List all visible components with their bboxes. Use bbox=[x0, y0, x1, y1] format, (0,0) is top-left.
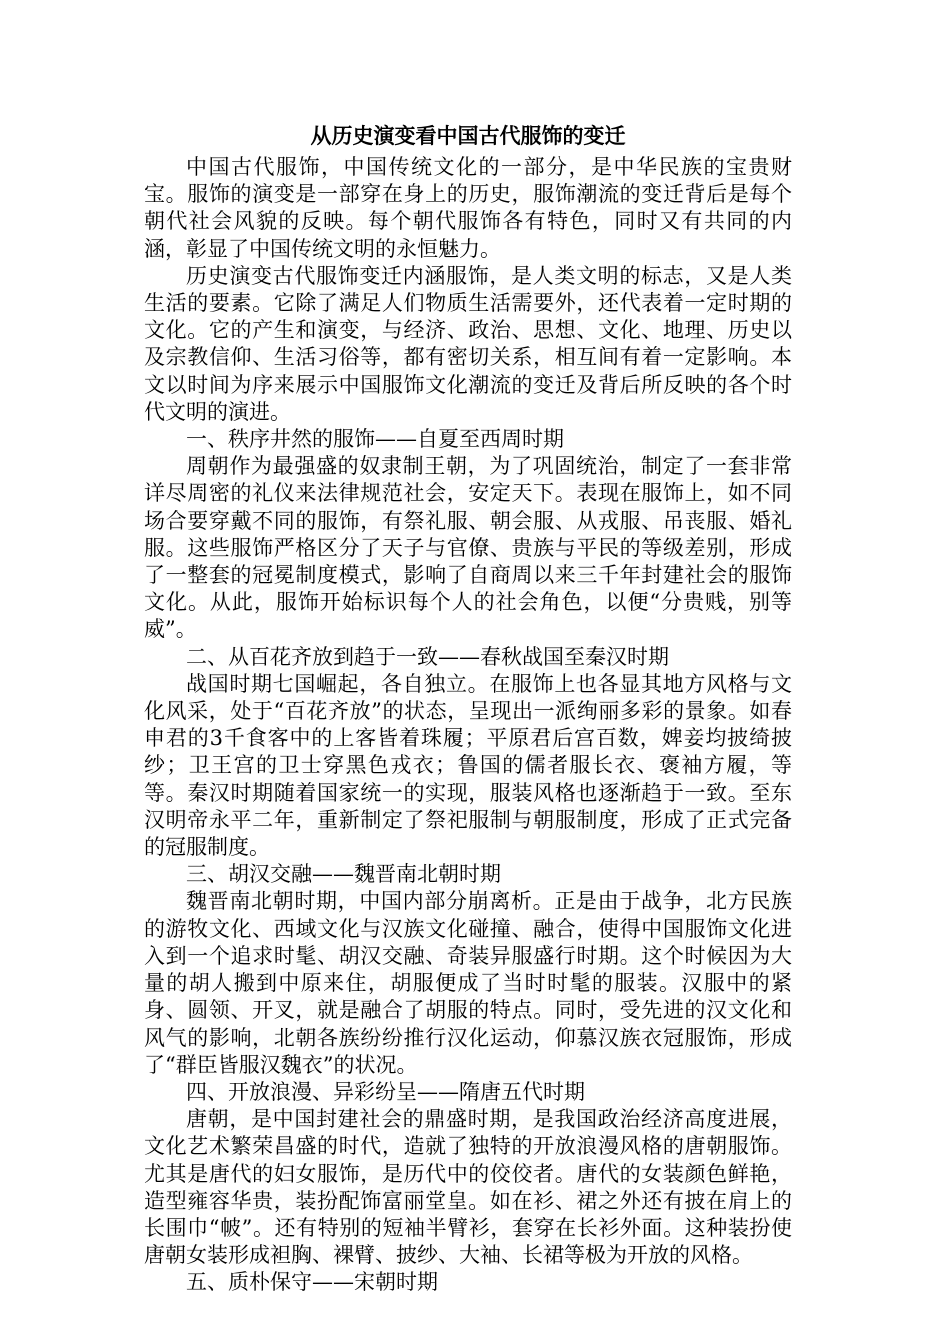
document-title: 从历史演变看中国古代服饰的变迁 bbox=[310, 124, 626, 148]
paragraph-intro: 中国古代服饰，中国传统文化的一部分，是中华民族的宝贵财宝。服饰的演变是一部穿在身上的历史，服饰潮流的变迁背后是每个朝代社会风貌的反映。每个朝代服饰各有特色，同时又有共同的内涵，彰显了中国传统文明的永恒魅力。 bbox=[144, 155, 792, 261]
paragraph-section-3: 魏晋南北朝时期，中国内部分崩离析。正是由于战争，北方民族的游牧文化、西域文化与汉族文化碰撞、融合，使得中国服饰文化进入到一个追求时髦、胡汉交融、奇装异服盛行时期。这个时候因为大量的胡人搬到中原来住，胡服便成了当时时髦的服装。汉服中的紧身、圆领、开叉，就是融合了胡服的特点。同时，受先进的汉文化和风气的影响，北朝各族纷纷推行汉化运动，仰慕汉族衣冠服饰，形成了“群臣皆服汉魏衣”的状况。 bbox=[144, 889, 792, 1077]
paragraph-section-4: 唐朝，是中国封建社会的鼎盛时期，是我国政治经济高度进展，文化艺术繁荣昌盛的时代，造就了独特的开放浪漫风格的唐朝服饰。尤其是唐代的妇女服饰，是历代中的佼佼者。唐代的女装颜色鲜艳，造型雍容华贵，装扮配饰富丽堂皇。如在衫、裙之外还有披在肩上的长围巾“帔”。还有特别的短袖半臂衫，套穿在长衫外面。这种装扮使唐朝女装形成袒胸、裸臂、披纱、大袖、长裙等极为开放的风格。 bbox=[144, 1107, 792, 1268]
section-heading-4: 四、开放浪漫、异彩纷呈——隋唐五代时期 bbox=[186, 1079, 585, 1104]
section-heading-3: 三、胡汉交融——魏晋南北朝时期 bbox=[186, 862, 501, 887]
section-heading-2: 二、从百花齐放到趋于一致——春秋战国至秦汉时期 bbox=[186, 644, 669, 669]
section-heading-5: 五、质朴保守——宋朝时期 bbox=[186, 1270, 438, 1295]
document-page bbox=[144, 118, 792, 1297]
paragraph-section-1: 周朝作为最强盛的奴隶制王朝，为了巩固统治，制定了一套非常详尽周密的礼仪来法律规范社会，安定天下。表现在服饰上，如不同场合要穿戴不同的服饰，有祭礼服、朝会服、从戎服、吊丧服、婚礼服。这些服饰严格区分了天子与官僚、贵族与平民的等级差别，形成了一整套的冠冕制度模式，影响了自商周以来三千年封建社会的服饰文化。从此，服饰开始标识每个人的社会角色，以便“分贵贱，别等威”。 bbox=[144, 454, 792, 642]
paragraph-section-2: 战国时期七国崛起，各自独立。在服饰上也各显其地方风格与文化风采，处于“百花齐放”的状态，呈现出一派绚丽多彩的景象。如春申君的3千食客中的上客皆着珠履；平原君后宫百数，婢妾均披绮披纱；卫王宫的卫士穿黑色戎衣；鲁国的儒者服长衣、褒袖方履，等等。秦汉时期随着国家统一的实现，服装风格也逐渐趋于一致。至东汉明帝永平二年，重新制定了祭祀服制与朝服制度，形成了正式完备的冠服制度。 bbox=[144, 671, 792, 860]
section-heading-1: 一、秩序井然的服饰——自夏至西周时期 bbox=[186, 427, 564, 452]
paragraph-overview: 历史演变古代服饰变迁内涵服饰，是人类文明的标志，又是人类生活的要素。它除了满足人们物质生活需要外，还代表着一定时期的文化。它的产生和演变，与经济、政治、思想、文化、地理、历史以及宗教信仰、生活习俗等，都有密切关系，相互间有着一定影响。本文以时间为序来展示中国服饰文化潮流的变迁及背后所反映的各个时代文明的演进。 bbox=[144, 263, 792, 424]
